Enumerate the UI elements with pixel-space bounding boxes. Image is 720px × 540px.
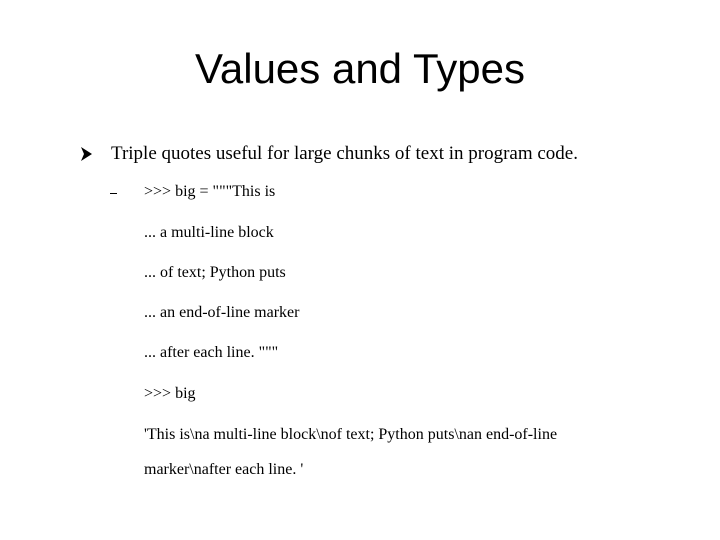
code-line: ... an end-of-line marker [144,304,300,321]
bullet-text: Triple quotes useful for large chunks of text in program code. [111,143,578,164]
code-line: ... a multi-line block [144,224,274,241]
code-line: ... after each line. """ [144,344,279,361]
code-line: marker\nafter each line. ' [144,461,304,478]
dash-bullet-icon [110,193,117,194]
code-line: ... of text; Python puts [144,264,286,281]
slide-title: Values and Types [194,45,525,92]
code-line: 'This is\na multi-line block\nof text; Python puts\nan end-of-line [144,426,558,443]
code-line: >>> big [144,385,196,402]
arrow-bullet-icon [80,146,94,162]
code-line: >>> big = """This is [144,183,276,200]
